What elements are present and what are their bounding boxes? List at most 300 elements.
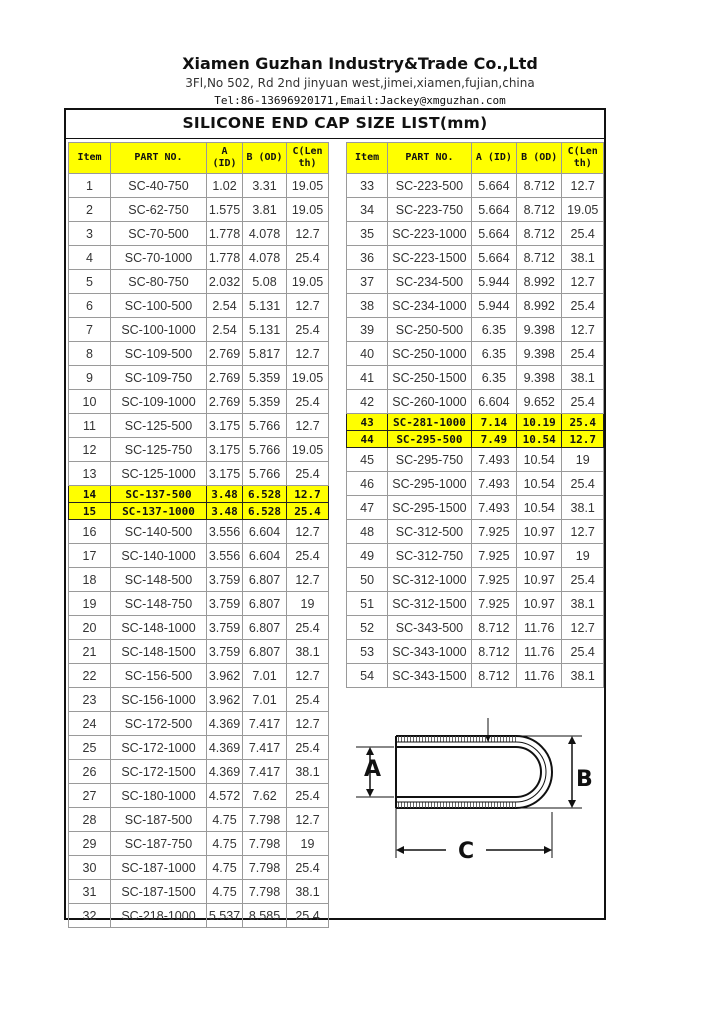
table-row <box>69 712 329 736</box>
item-cell: 9 <box>69 366 111 390</box>
a-id-cell: 7.493 <box>471 472 516 496</box>
b-od-cell: 3.31 <box>243 174 287 198</box>
b-od-cell: 6.604 <box>243 520 287 544</box>
b-od-cell: 5.766 <box>243 438 287 462</box>
item-cell: 47 <box>347 496 388 520</box>
b-od-cell: 7.01 <box>243 688 287 712</box>
a-id-cell: 6.35 <box>471 318 516 342</box>
c-length-cell: 25.4 <box>562 640 604 664</box>
part-no-cell: SC-250-500 <box>388 318 472 342</box>
a-id-cell: 1.778 <box>207 222 243 246</box>
a-id-cell: 5.944 <box>471 270 516 294</box>
part-no-cell: SC-125-500 <box>111 414 207 438</box>
c-length-cell: 12.7 <box>562 520 604 544</box>
b-od-cell: 11.76 <box>517 616 562 640</box>
b-od-cell: 5.359 <box>243 390 287 414</box>
table-row <box>347 294 604 318</box>
item-cell: 54 <box>347 664 388 688</box>
a-id-cell: 1.575 <box>207 198 243 222</box>
part-no-cell: SC-148-1000 <box>111 616 207 640</box>
part-no-cell: SC-156-500 <box>111 664 207 688</box>
b-od-cell: 5.766 <box>243 414 287 438</box>
table-row <box>347 448 604 472</box>
c-length-cell: 12.7 <box>287 294 329 318</box>
c-length-cell: 25.4 <box>287 904 329 928</box>
header-a-id: A (ID) <box>207 143 243 174</box>
header-item: Item <box>69 143 111 174</box>
table-row <box>347 222 604 246</box>
part-no-cell: SC-295-500 <box>388 431 472 448</box>
c-length-cell: 12.7 <box>287 414 329 438</box>
c-length-cell: 12.7 <box>287 520 329 544</box>
size-table-right <box>346 142 604 688</box>
b-od-cell: 7.417 <box>243 736 287 760</box>
b-od-cell: 10.54 <box>517 448 562 472</box>
b-od-cell: 9.652 <box>517 390 562 414</box>
item-cell: 51 <box>347 592 388 616</box>
a-id-cell: 1.02 <box>207 174 243 198</box>
item-cell: 4 <box>69 246 111 270</box>
b-od-cell: 9.398 <box>517 342 562 366</box>
a-id-cell: 7.14 <box>471 414 516 431</box>
item-cell: 1 <box>69 174 111 198</box>
c-length-cell: 12.7 <box>287 568 329 592</box>
table-row <box>69 486 329 503</box>
b-od-cell: 7.798 <box>243 856 287 880</box>
part-no-cell: SC-250-1000 <box>388 342 472 366</box>
part-no-cell: SC-312-1000 <box>388 568 472 592</box>
b-od-cell: 10.97 <box>517 592 562 616</box>
c-length-cell: 25.4 <box>562 568 604 592</box>
table-row <box>69 616 329 640</box>
a-id-cell: 8.712 <box>471 640 516 664</box>
a-id-cell: 2.769 <box>207 390 243 414</box>
b-od-cell: 8.712 <box>517 222 562 246</box>
b-od-cell: 7.798 <box>243 880 287 904</box>
table-row <box>69 808 329 832</box>
part-no-cell: SC-295-1500 <box>388 496 472 520</box>
part-no-cell: SC-343-500 <box>388 616 472 640</box>
c-length-cell: 38.1 <box>287 880 329 904</box>
c-length-cell: 38.1 <box>562 366 604 390</box>
c-length-cell: 38.1 <box>287 640 329 664</box>
part-no-cell: SC-140-1000 <box>111 544 207 568</box>
a-id-cell: 4.369 <box>207 736 243 760</box>
a-id-cell: 3.962 <box>207 688 243 712</box>
table-header-row <box>347 143 604 174</box>
part-no-cell: SC-312-750 <box>388 544 472 568</box>
b-od-cell: 4.078 <box>243 246 287 270</box>
part-no-cell: SC-40-750 <box>111 174 207 198</box>
table-row <box>69 832 329 856</box>
a-id-cell: 8.712 <box>471 664 516 688</box>
item-cell: 10 <box>69 390 111 414</box>
part-no-cell: SC-109-750 <box>111 366 207 390</box>
b-od-cell: 5.131 <box>243 318 287 342</box>
item-cell: 28 <box>69 808 111 832</box>
b-od-cell: 10.97 <box>517 520 562 544</box>
part-no-cell: SC-187-750 <box>111 832 207 856</box>
table-row <box>69 520 329 544</box>
part-no-cell: SC-80-750 <box>111 270 207 294</box>
table-row <box>347 496 604 520</box>
c-length-cell: 19 <box>287 832 329 856</box>
part-no-cell: SC-140-500 <box>111 520 207 544</box>
item-cell: 45 <box>347 448 388 472</box>
c-length-cell: 38.1 <box>562 496 604 520</box>
end-cap-dimension-diagram <box>346 700 602 914</box>
a-id-cell: 6.35 <box>471 342 516 366</box>
table-row <box>69 568 329 592</box>
a-id-cell: 3.759 <box>207 568 243 592</box>
item-cell: 40 <box>347 342 388 366</box>
item-cell: 52 <box>347 616 388 640</box>
part-no-cell: SC-187-1500 <box>111 880 207 904</box>
b-od-cell: 3.81 <box>243 198 287 222</box>
item-cell: 44 <box>347 431 388 448</box>
b-od-cell: 10.54 <box>517 496 562 520</box>
b-od-cell: 10.97 <box>517 544 562 568</box>
b-od-cell: 6.807 <box>243 640 287 664</box>
item-cell: 21 <box>69 640 111 664</box>
c-length-cell: 25.4 <box>287 390 329 414</box>
item-cell: 23 <box>69 688 111 712</box>
c-length-cell: 12.7 <box>287 664 329 688</box>
table-row <box>69 760 329 784</box>
part-no-cell: SC-218-1000 <box>111 904 207 928</box>
item-cell: 16 <box>69 520 111 544</box>
b-od-cell: 8.992 <box>517 294 562 318</box>
c-length-cell: 19.05 <box>562 198 604 222</box>
item-cell: 12 <box>69 438 111 462</box>
c-length-cell: 12.7 <box>287 486 329 503</box>
b-od-cell: 5.766 <box>243 462 287 486</box>
table-row <box>347 414 604 431</box>
item-cell: 5 <box>69 270 111 294</box>
dimension-b-label: B <box>576 767 593 792</box>
part-no-cell: SC-100-500 <box>111 294 207 318</box>
c-length-cell: 25.4 <box>562 294 604 318</box>
b-od-cell: 10.54 <box>517 431 562 448</box>
c-length-cell: 12.7 <box>287 222 329 246</box>
part-no-cell: SC-312-1500 <box>388 592 472 616</box>
part-no-cell: SC-70-1000 <box>111 246 207 270</box>
a-id-cell: 7.925 <box>471 568 516 592</box>
table-row <box>69 640 329 664</box>
part-no-cell: SC-172-1500 <box>111 760 207 784</box>
a-id-cell: 5.664 <box>471 222 516 246</box>
a-id-cell: 4.75 <box>207 832 243 856</box>
c-length-cell: 25.4 <box>287 736 329 760</box>
part-no-cell: SC-295-1000 <box>388 472 472 496</box>
item-cell: 20 <box>69 616 111 640</box>
c-length-cell: 25.4 <box>287 462 329 486</box>
item-cell: 42 <box>347 390 388 414</box>
b-od-cell: 6.807 <box>243 592 287 616</box>
item-cell: 18 <box>69 568 111 592</box>
table-row <box>347 342 604 366</box>
dimension-c-label: C <box>458 839 475 864</box>
table-row <box>347 318 604 342</box>
a-id-cell: 2.769 <box>207 366 243 390</box>
c-length-cell: 25.4 <box>287 318 329 342</box>
a-id-cell: 3.175 <box>207 414 243 438</box>
table-row <box>69 880 329 904</box>
part-no-cell: SC-281-1000 <box>388 414 472 431</box>
table-row <box>69 318 329 342</box>
table-row <box>69 904 329 928</box>
item-cell: 33 <box>347 174 388 198</box>
b-od-cell: 7.62 <box>243 784 287 808</box>
size-list-title: SILICONE END CAP SIZE LIST(mm) <box>182 114 488 132</box>
a-id-cell: 1.778 <box>207 246 243 270</box>
b-od-cell: 9.398 <box>517 318 562 342</box>
table-row <box>347 246 604 270</box>
c-length-cell: 19.05 <box>287 198 329 222</box>
table-row <box>69 544 329 568</box>
part-no-cell: SC-260-1000 <box>388 390 472 414</box>
item-cell: 19 <box>69 592 111 616</box>
header-b-od: B (OD) <box>243 143 287 174</box>
table-row <box>347 616 604 640</box>
item-cell: 24 <box>69 712 111 736</box>
part-no-cell: SC-70-500 <box>111 222 207 246</box>
company-address: 3Fl,No 502, Rd 2nd jinyuan west,jimei,xiamen,fujian,china <box>185 76 535 90</box>
c-length-cell: 25.4 <box>287 503 329 520</box>
table-row <box>69 174 329 198</box>
part-no-cell: SC-100-1000 <box>111 318 207 342</box>
c-length-cell: 25.4 <box>562 390 604 414</box>
b-od-cell: 6.604 <box>243 544 287 568</box>
company-contact: Tel:86-13696920171,Email:Jackey@xmguzhan.com <box>214 94 506 107</box>
a-id-cell: 5.537 <box>207 904 243 928</box>
table-row <box>69 462 329 486</box>
part-no-cell: SC-125-750 <box>111 438 207 462</box>
table-row <box>347 472 604 496</box>
part-no-cell: SC-223-1500 <box>388 246 472 270</box>
part-no-cell: SC-137-500 <box>111 486 207 503</box>
b-od-cell: 9.398 <box>517 366 562 390</box>
a-id-cell: 5.664 <box>471 174 516 198</box>
part-no-cell: SC-156-1000 <box>111 688 207 712</box>
a-id-cell: 4.75 <box>207 880 243 904</box>
a-id-cell: 4.572 <box>207 784 243 808</box>
item-cell: 39 <box>347 318 388 342</box>
header-c-length: C(Len th) <box>287 143 329 174</box>
c-length-cell: 25.4 <box>287 784 329 808</box>
table-header-row <box>69 143 329 174</box>
a-id-cell: 3.962 <box>207 664 243 688</box>
c-length-cell: 19.05 <box>287 174 329 198</box>
b-od-cell: 7.798 <box>243 808 287 832</box>
a-id-cell: 4.75 <box>207 856 243 880</box>
item-cell: 49 <box>347 544 388 568</box>
b-od-cell: 6.528 <box>243 486 287 503</box>
table-row <box>69 294 329 318</box>
c-length-cell: 19.05 <box>287 366 329 390</box>
item-cell: 2 <box>69 198 111 222</box>
c-length-cell: 38.1 <box>287 760 329 784</box>
table-row <box>347 568 604 592</box>
title-divider <box>66 138 604 139</box>
table-row <box>347 544 604 568</box>
company-name: Xiamen Guzhan Industry&Trade Co.,Ltd <box>182 54 538 73</box>
header-c-length: C(Len th) <box>562 143 604 174</box>
a-id-cell: 3.759 <box>207 592 243 616</box>
c-length-cell: 25.4 <box>562 342 604 366</box>
item-cell: 38 <box>347 294 388 318</box>
dimension-a-label: A <box>364 757 382 782</box>
item-cell: 15 <box>69 503 111 520</box>
table-row <box>347 520 604 544</box>
table-row <box>69 342 329 366</box>
part-no-cell: SC-250-1500 <box>388 366 472 390</box>
header-b-od: B (OD) <box>517 143 562 174</box>
part-no-cell: SC-148-1500 <box>111 640 207 664</box>
table-row <box>69 438 329 462</box>
part-no-cell: SC-234-500 <box>388 270 472 294</box>
b-od-cell: 11.76 <box>517 664 562 688</box>
a-id-cell: 7.925 <box>471 544 516 568</box>
header-part-no: PART NO. <box>388 143 472 174</box>
table-row <box>69 270 329 294</box>
b-od-cell: 8.992 <box>517 270 562 294</box>
c-length-cell: 12.7 <box>287 808 329 832</box>
item-cell: 25 <box>69 736 111 760</box>
item-cell: 31 <box>69 880 111 904</box>
c-length-cell: 19 <box>562 544 604 568</box>
b-od-cell: 8.585 <box>243 904 287 928</box>
table-row <box>347 366 604 390</box>
a-id-cell: 2.54 <box>207 318 243 342</box>
table-row <box>347 270 604 294</box>
table-row <box>69 856 329 880</box>
c-length-cell: 25.4 <box>287 616 329 640</box>
c-length-cell: 25.4 <box>287 544 329 568</box>
a-id-cell: 6.604 <box>471 390 516 414</box>
item-cell: 37 <box>347 270 388 294</box>
a-id-cell: 5.664 <box>471 246 516 270</box>
table-row <box>69 414 329 438</box>
item-cell: 53 <box>347 640 388 664</box>
part-no-cell: SC-125-1000 <box>111 462 207 486</box>
part-no-cell: SC-223-500 <box>388 174 472 198</box>
b-od-cell: 10.54 <box>517 472 562 496</box>
part-no-cell: SC-180-1000 <box>111 784 207 808</box>
part-no-cell: SC-109-1000 <box>111 390 207 414</box>
table-row <box>347 640 604 664</box>
item-cell: 17 <box>69 544 111 568</box>
part-no-cell: SC-172-500 <box>111 712 207 736</box>
end-cap-tube-drawing <box>396 736 552 808</box>
item-cell: 43 <box>347 414 388 431</box>
part-no-cell: SC-234-1000 <box>388 294 472 318</box>
c-length-cell: 25.4 <box>562 472 604 496</box>
item-cell: 50 <box>347 568 388 592</box>
item-cell: 48 <box>347 520 388 544</box>
c-length-cell: 38.1 <box>562 246 604 270</box>
b-od-cell: 5.131 <box>243 294 287 318</box>
part-no-cell: SC-343-1000 <box>388 640 472 664</box>
item-cell: 35 <box>347 222 388 246</box>
table-row <box>347 664 604 688</box>
a-id-cell: 8.712 <box>471 616 516 640</box>
a-id-cell: 4.75 <box>207 808 243 832</box>
b-od-cell: 8.712 <box>517 174 562 198</box>
part-no-cell: SC-187-1000 <box>111 856 207 880</box>
item-cell: 7 <box>69 318 111 342</box>
item-cell: 36 <box>347 246 388 270</box>
part-no-cell: SC-223-750 <box>388 198 472 222</box>
item-cell: 34 <box>347 198 388 222</box>
c-length-cell: 12.7 <box>562 318 604 342</box>
size-table-left <box>68 142 329 928</box>
table-row <box>69 222 329 246</box>
table-row <box>69 246 329 270</box>
b-od-cell: 7.798 <box>243 832 287 856</box>
a-id-cell: 7.925 <box>471 592 516 616</box>
table-row <box>69 688 329 712</box>
a-id-cell: 4.369 <box>207 760 243 784</box>
b-od-cell: 6.528 <box>243 503 287 520</box>
header-item: Item <box>347 143 388 174</box>
table-row <box>69 503 329 520</box>
c-length-cell: 12.7 <box>562 270 604 294</box>
part-no-cell: SC-223-1000 <box>388 222 472 246</box>
item-cell: 14 <box>69 486 111 503</box>
part-no-cell: SC-312-500 <box>388 520 472 544</box>
item-cell: 6 <box>69 294 111 318</box>
c-length-cell: 12.7 <box>287 342 329 366</box>
header-a-id: A (ID) <box>471 143 516 174</box>
a-id-cell: 2.032 <box>207 270 243 294</box>
a-id-cell: 2.54 <box>207 294 243 318</box>
a-id-cell: 7.493 <box>471 496 516 520</box>
a-id-cell: 3.48 <box>207 503 243 520</box>
c-length-cell: 25.4 <box>287 246 329 270</box>
b-od-cell: 8.712 <box>517 198 562 222</box>
table-row <box>347 198 604 222</box>
c-length-cell: 38.1 <box>562 664 604 688</box>
a-id-cell: 3.556 <box>207 520 243 544</box>
b-od-cell: 10.97 <box>517 568 562 592</box>
c-length-cell: 19.05 <box>287 270 329 294</box>
dimension-b-arrow <box>516 736 582 808</box>
b-od-cell: 6.807 <box>243 568 287 592</box>
part-no-cell: SC-343-1500 <box>388 664 472 688</box>
table-row <box>347 174 604 198</box>
item-cell: 30 <box>69 856 111 880</box>
item-cell: 13 <box>69 462 111 486</box>
part-no-cell: SC-109-500 <box>111 342 207 366</box>
b-od-cell: 7.417 <box>243 712 287 736</box>
table-row <box>69 366 329 390</box>
b-od-cell: 7.417 <box>243 760 287 784</box>
part-no-cell: SC-62-750 <box>111 198 207 222</box>
a-id-cell: 5.944 <box>471 294 516 318</box>
b-od-cell: 8.712 <box>517 246 562 270</box>
a-id-cell: 4.369 <box>207 712 243 736</box>
item-cell: 29 <box>69 832 111 856</box>
table-row <box>69 736 329 760</box>
part-no-cell: SC-148-750 <box>111 592 207 616</box>
b-od-cell: 6.807 <box>243 616 287 640</box>
c-length-cell: 19.05 <box>287 438 329 462</box>
item-cell: 46 <box>347 472 388 496</box>
item-cell: 26 <box>69 760 111 784</box>
c-length-cell: 25.4 <box>562 414 604 431</box>
a-id-cell: 7.49 <box>471 431 516 448</box>
